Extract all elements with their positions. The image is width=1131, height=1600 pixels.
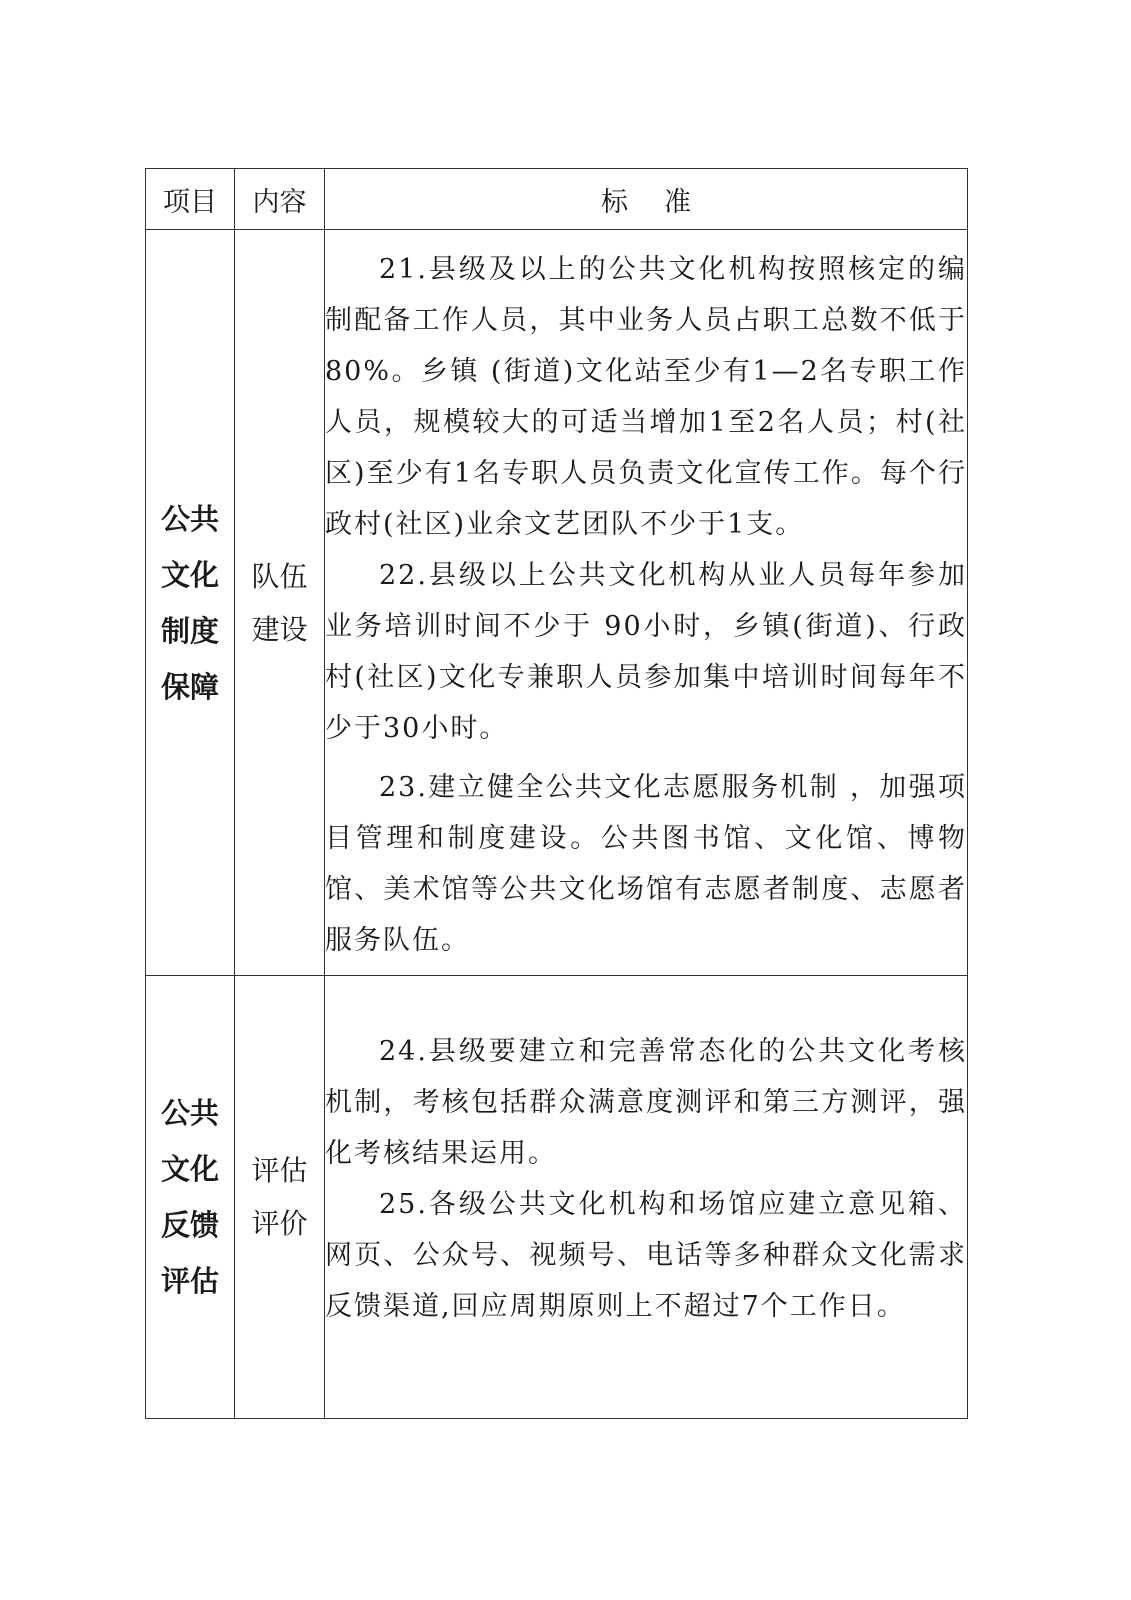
header-item: 项目: [146, 169, 235, 230]
item-line: 文化: [160, 557, 219, 592]
table-row: [146, 230, 968, 976]
item-line: 制度: [160, 613, 219, 648]
standard-paragraph: 25.各级公共文化机构和场馆应建立意见箱、网页、公众号、视频号、电话等多种群众文化需求反馈渠道,回应周期原则上不超过7个工作日。: [325, 1189, 967, 1322]
item-line: 反馈: [160, 1208, 219, 1242]
standard-paragraph: 23.建立健全公共文化志愿服务机制 ，加强项目管理和制度建设。公共图书馆、文化馆、博物馆、美术馆等公共文化场馆有志愿者制度、志愿者服务队伍。: [325, 772, 967, 956]
header-standard: 标准: [325, 169, 968, 230]
item-line: 公共: [160, 501, 219, 536]
standard-paragraph: 24.县级要建立和完善常态化的公共文化考核机制，考核包括群众满意度测评和第三方测评，强化考核结果运用。: [325, 1036, 967, 1169]
standards-table: [145, 168, 968, 1419]
table-header-row: [146, 169, 968, 230]
standard-cell: [325, 230, 968, 976]
standard-cell: [325, 976, 968, 1419]
content-line: 评价: [251, 1207, 308, 1240]
content-cell: [235, 230, 325, 976]
item-cell: [146, 976, 235, 1419]
content-line: 队伍: [251, 559, 308, 593]
item-cell: [146, 230, 235, 976]
item-line: 公共: [160, 1096, 219, 1130]
item-line: 文化: [160, 1152, 219, 1186]
table-row: [146, 976, 968, 1419]
item-line: 保障: [160, 669, 219, 704]
item-line: 评估: [160, 1264, 219, 1298]
standard-paragraph: 22.县级以上公共文化机构从业人员每年参加业务培训时间不少于 90小时，乡镇(街道)、行政村(社区)文化专兼职人员参加集中培训时间每年不少于30小时。: [325, 560, 967, 744]
content-line: 建设: [251, 612, 308, 646]
content-cell: [235, 976, 325, 1419]
standard-paragraph: 21.县级及以上的公共文化机构按照核定的编制配备工作人员，其中业务人员占职工总数不低于80%。乡镇 (街道)文化站至少有1—2名专职工作人员，规模较大的可适当增加1至2名人员；村(社 区)至少有1名专职人员负责文化宣传工作。每个行政村(社区)业余文艺团队不少于1支。: [325, 254, 967, 540]
header-content: 内容: [235, 169, 325, 230]
content-line: 评估: [251, 1154, 308, 1187]
